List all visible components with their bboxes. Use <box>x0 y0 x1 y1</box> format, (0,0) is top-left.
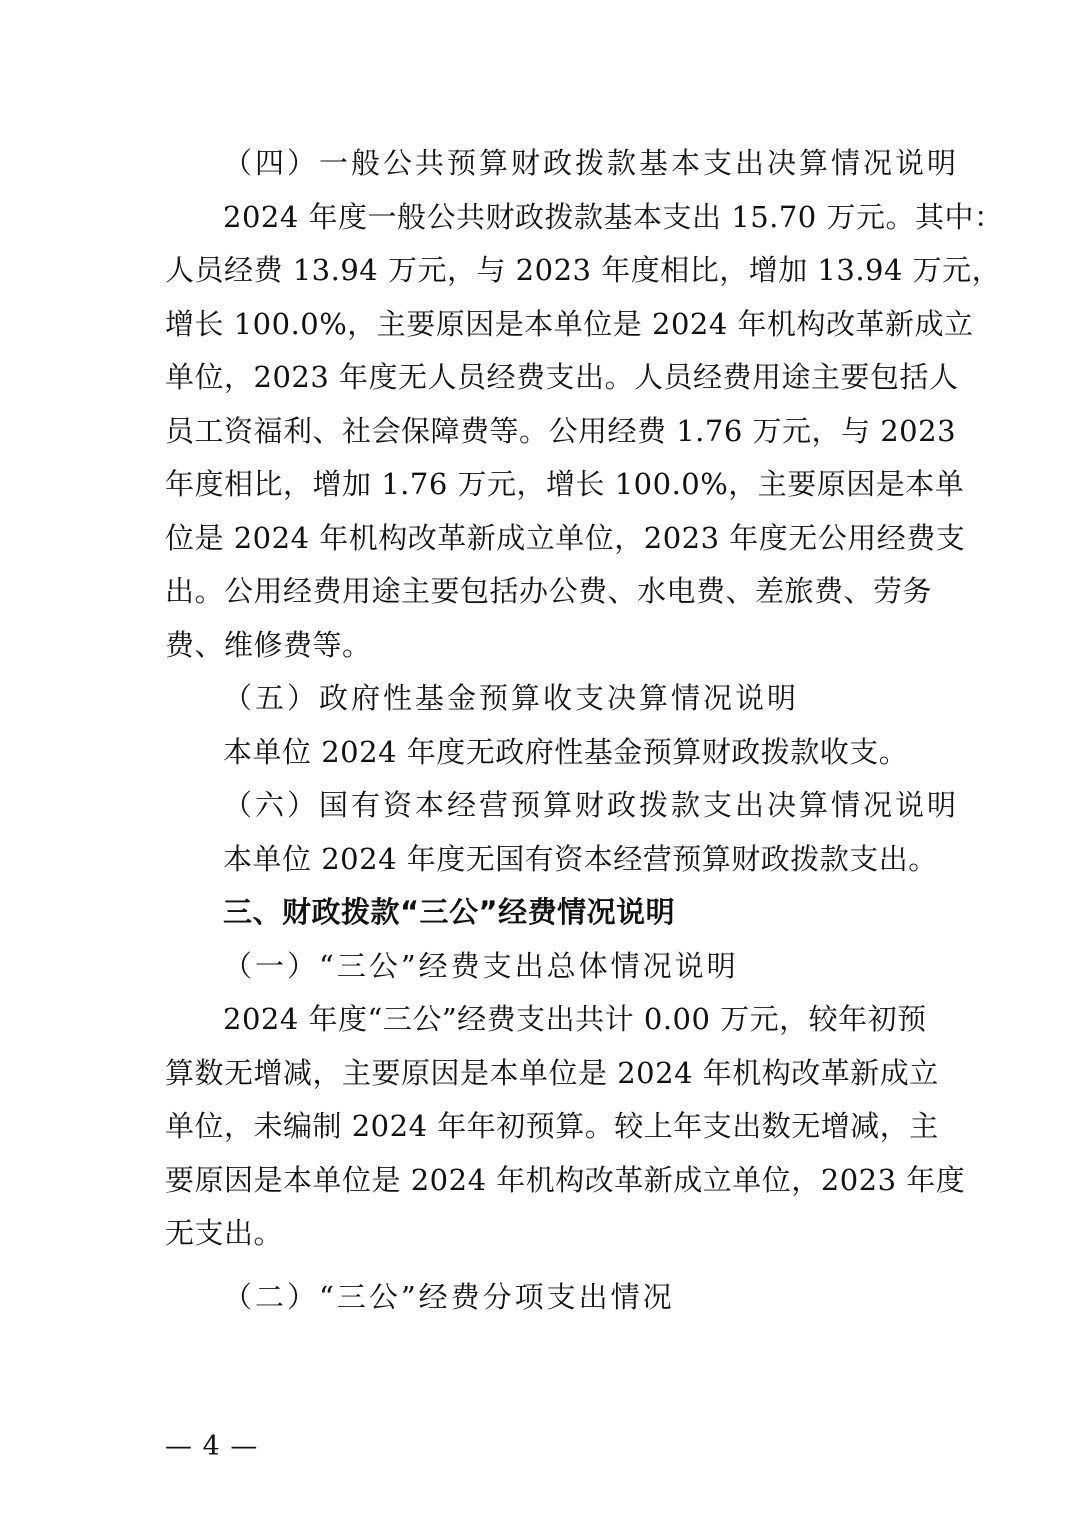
paragraph-line: 位是 2024 年机构改革新成立单位，2023 年度无公用经费支 <box>165 520 966 555</box>
paragraph-line: 增长 100.0%，主要原因是本单位是 2024 年机构改革新成立 <box>165 306 974 341</box>
paragraph-line: 出。公用经费用途主要包括办公费、水电费、差旅费、劳务 <box>165 574 933 608</box>
section-heading-3: 三、财政拨款“三公”经费情况说明 <box>223 895 676 929</box>
paragraph-line: 员工资福利、社会保障费等。公用经费 1.76 万元，与 2023 <box>165 413 957 448</box>
paragraph-line: 单位，未编制 2024 年年初预算。较上年支出数无增减，主 <box>165 1109 939 1143</box>
paragraph-line: 单位，2023 年度无人员经费支出。人员经费用途主要包括人 <box>165 360 959 394</box>
paragraph-line: 无支出。 <box>165 1216 284 1250</box>
paragraph-line: 2024 年度一般公共财政拨款基本支出 15.70 万元。其中： <box>223 199 1004 234</box>
spacer <box>165 1261 915 1271</box>
paragraph-line: 要原因是本单位是 2024 年机构改革新成立单位，2023 年度 <box>165 1162 966 1197</box>
paragraph-line: 本单位 2024 年度无国有资本经营预算财政拨款支出。 <box>223 841 938 876</box>
paragraph-line: 费、维修费等。 <box>165 627 372 662</box>
paragraph-line: 2024 年度“三公”经费支出共计 0.00 万元，较年初预 <box>223 1002 927 1036</box>
paragraph-line: 算数无增减，主要原因是本单位是 2024 年机构改革新成立 <box>165 1055 939 1090</box>
paragraph-line: 本单位 2024 年度无政府性基金预算财政拨款收支。 <box>223 734 909 769</box>
paragraph-line: 年度相比，增加 1.76 万元，增长 100.0%，主要原因是本单 <box>165 467 965 501</box>
paragraph-line: 人员经费 13.94 万元，与 2023 年度相比，增加 13.94 万元， <box>165 253 1002 287</box>
document-body <box>165 137 1004 1324</box>
subsection-heading-6: （六）国有资本经营预算财政拨款支出决算情况说明 <box>223 788 960 822</box>
subsection-heading-5: （五）政府性基金预算收支决算情况说明 <box>223 681 800 715</box>
subsection-heading-4: （四）一般公共预算财政拨款基本支出决算情况说明 <box>223 146 960 180</box>
subsection-heading-2: （二）“三公”经费分项支出情况 <box>223 1279 675 1314</box>
page-number: — 4 — <box>165 1431 259 1462</box>
subsection-heading-1: （一）“三公”经费支出总体情况说明 <box>223 948 739 983</box>
